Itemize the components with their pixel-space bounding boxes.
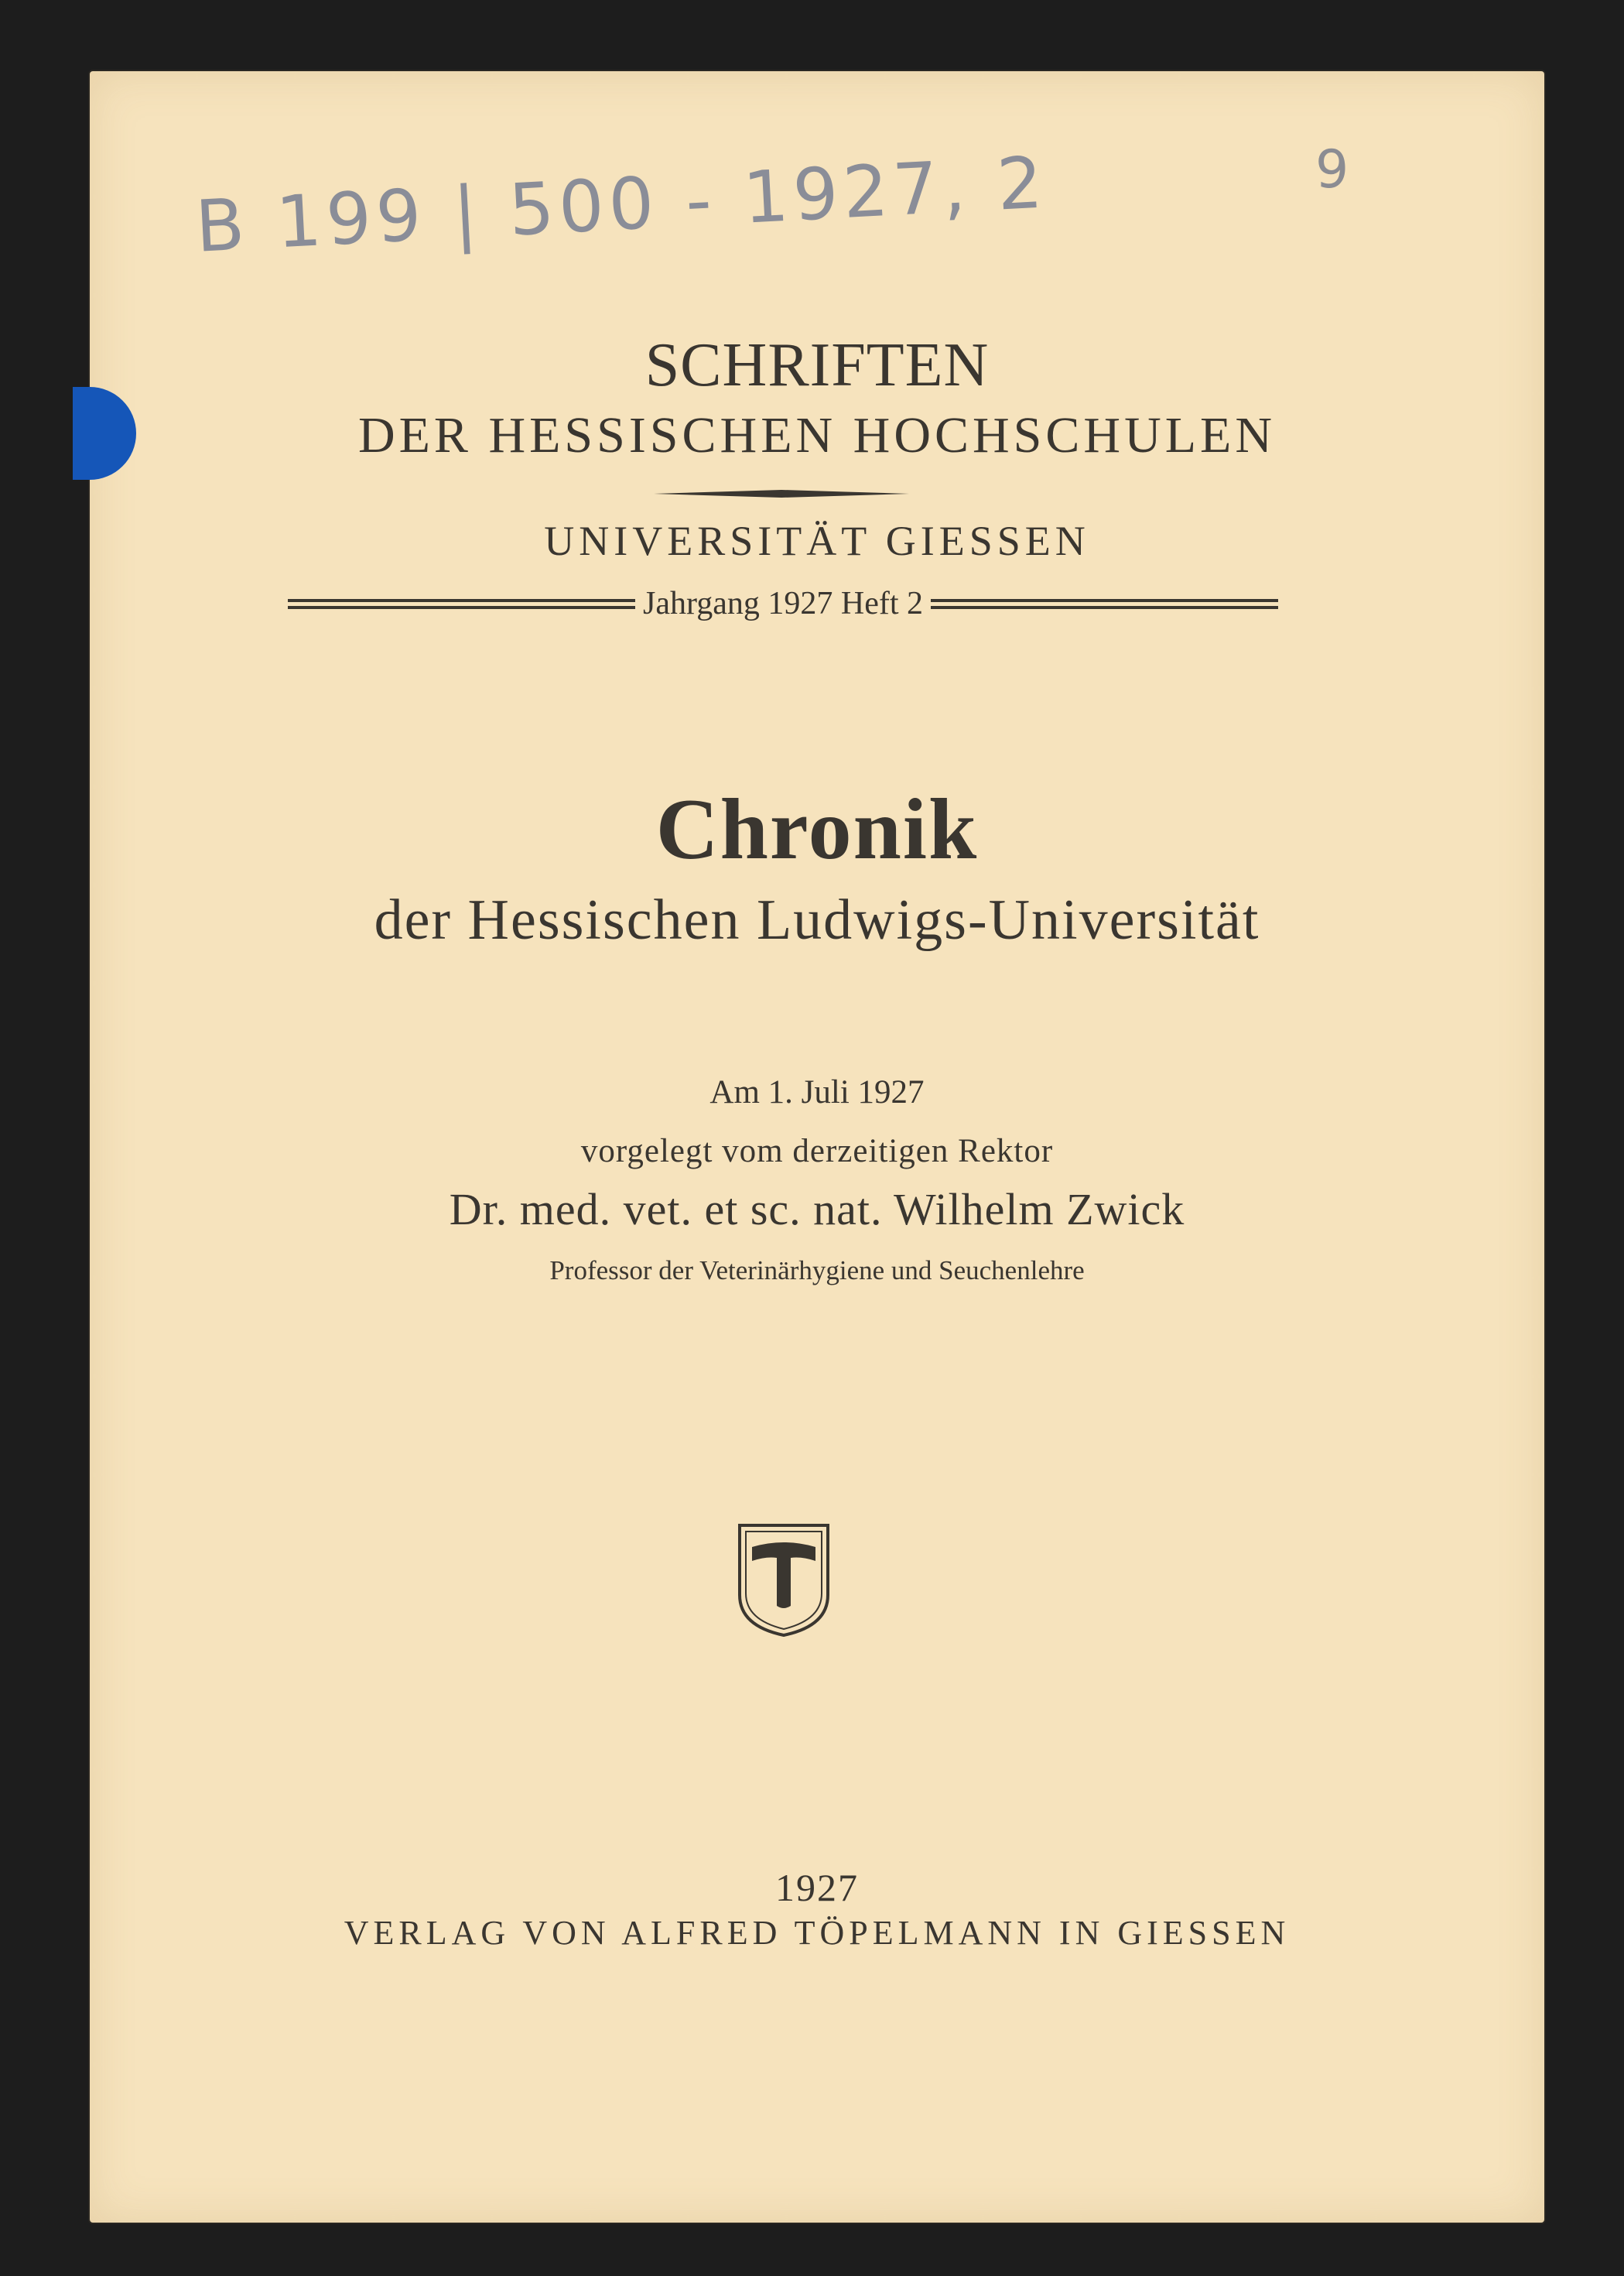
main-title: Chronik	[655, 782, 979, 878]
date-line: Am 1. Juli 1927	[709, 1074, 925, 1111]
series-subtitle: DER HESSISCHEN HOCHSCHULEN	[357, 407, 1277, 464]
volume-label: Jahrgang 1927 Heft 2	[643, 586, 923, 621]
publication-year: 1927	[775, 1866, 859, 1909]
rector-name: Dr. med. vet. et sc. nat. Wilhelm Zwick	[449, 1184, 1185, 1234]
tau-cross-shield-icon	[735, 1521, 833, 1638]
double-rule-right	[931, 599, 1278, 609]
series-title: SCHRIFTEN	[644, 331, 990, 399]
publisher-line: VERLAG VON ALFRED TÖPELMANN IN GIESSEN	[344, 1914, 1291, 1952]
shelfmark-text: B 199 | 500 - 1927, 2	[193, 141, 1049, 269]
pencil-corner-mark: 9	[1315, 139, 1349, 200]
ornament-rule	[654, 489, 909, 498]
university-name: UNIVERSITÄT GIESSEN	[544, 518, 1090, 564]
double-rule-left	[288, 599, 635, 609]
volume-row	[288, 580, 1278, 627]
presented-by-line: vorgelegt vom derzeitigen Rektor	[580, 1133, 1054, 1169]
main-subtitle: der Hessischen Ludwigs-Universität	[374, 888, 1260, 952]
handwritten-shelfmark	[193, 141, 1049, 348]
rector-title: Professor der Veterinärhygiene und Seuchenlehre	[549, 1255, 1085, 1285]
